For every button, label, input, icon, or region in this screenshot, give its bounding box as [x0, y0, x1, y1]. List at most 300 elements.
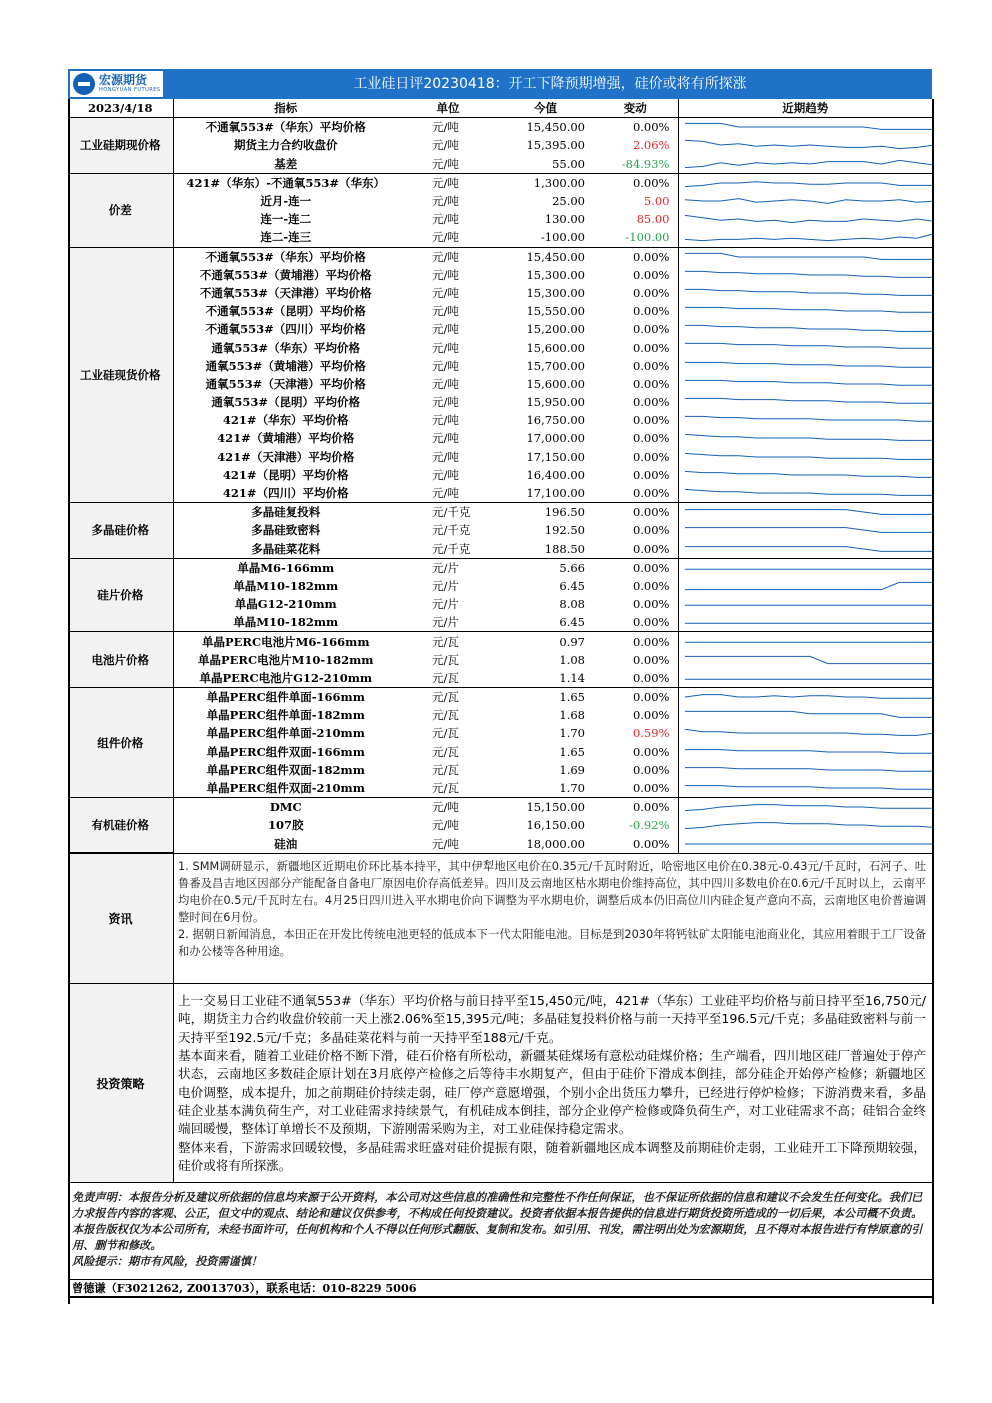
sparkline-line — [685, 216, 933, 223]
trend-sparkline — [678, 558, 932, 577]
table-row — [68, 228, 932, 247]
sparkline-chart — [685, 691, 933, 703]
change-cell: 2.06% — [632, 138, 670, 153]
table-row — [68, 816, 932, 834]
trend-sparkline — [678, 798, 932, 817]
category-label: 价差 — [68, 173, 173, 247]
change-cell: 5.00 — [643, 194, 670, 209]
value-cell: 1.08 — [559, 652, 585, 667]
value-cell: 196.50 — [498, 503, 593, 522]
analyst-contact: 曾德谦（F3021262, Z0013703），联系电话：010-8229 5006 — [68, 1279, 932, 1298]
indicator-name: 不通氧553#（四川）平均价格 — [205, 322, 366, 337]
trend-sparkline — [678, 743, 932, 761]
sparkline-line — [685, 730, 933, 736]
value-cell: 15,300.00 — [526, 267, 585, 282]
value-cell: 192.50 — [544, 523, 585, 538]
sparkline-chart — [685, 158, 933, 170]
trend-sparkline — [678, 192, 932, 210]
trend-sparkline — [678, 613, 932, 632]
sparkline-chart — [685, 269, 933, 281]
indicator-name: 不通氧553#（华东）平均价格 — [173, 118, 398, 137]
table-row — [68, 577, 932, 595]
trend-sparkline — [678, 651, 932, 669]
sparkline-line — [685, 271, 933, 277]
table-row — [68, 284, 932, 302]
sparkline-line — [685, 712, 933, 718]
value-cell: 16,150.00 — [526, 818, 585, 833]
indicator-name: 基差 — [274, 156, 298, 171]
indicator-name: 421#（华东）-不通氧553#（华东） — [173, 173, 398, 192]
change-cell: 0.00% — [632, 523, 670, 538]
value-cell: 55.00 — [552, 156, 585, 171]
indicator-name: 421#（四川）平均价格 — [222, 486, 349, 501]
sparkline-chart — [685, 287, 933, 299]
unit-cell: 元/片 — [432, 578, 459, 593]
sparkline-chart — [685, 654, 933, 666]
sparkline-chart — [685, 782, 933, 794]
value-cell: 17,000.00 — [526, 431, 585, 446]
table-row — [68, 540, 932, 559]
unit-cell: 元/吨 — [432, 431, 459, 446]
sparkline-line — [685, 124, 933, 130]
trend-sparkline — [678, 357, 932, 375]
sparkline-line — [685, 749, 933, 753]
value-cell: 188.50 — [544, 541, 585, 556]
table-row — [68, 688, 932, 707]
report-sheet — [68, 69, 932, 1298]
unit-cell: 元/吨 — [432, 230, 459, 245]
table-row — [68, 558, 932, 577]
trend-sparkline — [678, 375, 932, 393]
table-row — [68, 503, 932, 522]
table-row — [68, 357, 932, 375]
sparkline-line — [685, 289, 933, 295]
table-row — [68, 521, 932, 539]
change-cell: -0.92% — [629, 818, 670, 833]
indicator-name: 单晶PERC组件双面-182mm — [206, 762, 365, 777]
table-row — [68, 411, 932, 429]
indicator-name: 单晶PERC电池片M10-182mm — [198, 652, 374, 667]
table-row — [68, 779, 932, 798]
news-body — [174, 854, 932, 983]
indicator-name: 不通氧553#（黄埔港）平均价格 — [199, 267, 372, 282]
sparkline-line — [685, 417, 933, 422]
sparkline-chart — [685, 323, 933, 335]
change-cell: 0.00% — [593, 503, 678, 522]
trend-sparkline — [678, 173, 932, 192]
sparkline-chart — [685, 251, 933, 263]
sparkline-line — [685, 234, 933, 241]
unit-cell: 元/吨 — [432, 376, 459, 391]
sparkline-chart — [685, 727, 933, 739]
change-cell: 0.00% — [632, 431, 670, 446]
change-cell: 0.00% — [593, 688, 678, 707]
sparkline-chart — [685, 709, 933, 721]
indicator-name: DMC — [173, 798, 398, 817]
value-cell: 15,600.00 — [526, 376, 585, 391]
indicator-name: 单晶PERC电池片G12-210mm — [199, 670, 373, 685]
table-row — [68, 393, 932, 411]
change-cell: 0.00% — [632, 358, 670, 373]
value-cell: 17,100.00 — [526, 486, 585, 501]
unit-cell: 元/吨 — [432, 836, 459, 851]
unit-cell: 元/吨 — [398, 247, 498, 266]
indicator-name: 单晶PERC组件单面-210mm — [206, 726, 365, 741]
sparkline-line — [685, 528, 933, 533]
value-cell: 15,550.00 — [526, 304, 585, 319]
trend-sparkline — [678, 761, 932, 779]
trend-sparkline — [678, 466, 932, 484]
unit-cell: 元/瓦 — [432, 744, 459, 759]
trend-sparkline — [678, 393, 932, 411]
indicator-name: 通氧553#（天津港）平均价格 — [205, 376, 366, 391]
unit-cell: 元/瓦 — [432, 652, 459, 667]
sparkline-line — [685, 453, 933, 459]
change-cell: 0.00% — [593, 173, 678, 192]
indicator-name: 单晶PERC组件双面-166mm — [206, 744, 365, 759]
header-date: 2023/4/18 — [68, 99, 173, 118]
change-cell: 0.00% — [632, 486, 670, 501]
indicator-name: 不通氧553#（昆明）平均价格 — [205, 304, 366, 319]
unit-cell: 元/瓦 — [398, 688, 498, 707]
unit-cell: 元/片 — [398, 558, 498, 577]
sparkline-chart — [685, 801, 933, 813]
table-row — [68, 320, 932, 338]
unit-cell: 元/瓦 — [432, 708, 459, 723]
value-cell: 6.45 — [559, 615, 585, 630]
trend-sparkline — [678, 118, 932, 137]
category-label: 硅片价格 — [68, 558, 173, 632]
sparkline-chart — [685, 616, 933, 628]
sparkline-line — [685, 489, 933, 495]
trend-sparkline — [678, 688, 932, 707]
trend-sparkline — [678, 136, 932, 154]
table-row — [68, 743, 932, 761]
trend-sparkline — [678, 503, 932, 522]
unit-cell: 元/吨 — [432, 467, 459, 482]
change-cell: 0.00% — [593, 632, 678, 651]
indicator-name: 多晶硅复投料 — [173, 503, 398, 522]
sparkline-line — [685, 823, 933, 829]
unit-cell: 元/吨 — [432, 304, 459, 319]
sparkline-chart — [685, 838, 933, 850]
indicator-name: 不通氧553#（华东）平均价格 — [173, 247, 398, 266]
value-cell: 8.08 — [559, 597, 585, 612]
change-cell: 0.00% — [632, 267, 670, 282]
value-cell: 18,000.00 — [526, 836, 585, 851]
unit-cell: 元/吨 — [432, 285, 459, 300]
sparkline-chart — [685, 432, 933, 444]
table-row — [68, 173, 932, 192]
sparkline-line — [685, 380, 933, 385]
change-cell: 0.00% — [632, 597, 670, 612]
trend-sparkline — [678, 228, 932, 247]
indicator-name: 421#（昆明）平均价格 — [222, 467, 349, 482]
indicator-name: 多晶硅致密料 — [251, 523, 321, 538]
unit-cell: 元/片 — [432, 597, 459, 612]
unit-cell: 元/吨 — [432, 194, 459, 209]
change-cell: 0.00% — [632, 836, 670, 851]
title-bar — [68, 69, 932, 99]
news-label: 资讯 — [68, 854, 174, 983]
sparkline-line — [685, 471, 933, 477]
logo-name-en: HONGYUAN FUTURES — [99, 87, 161, 93]
strategy-body — [174, 984, 932, 1182]
indicator-name: 连一-连二 — [260, 212, 312, 227]
indicator-name: 通氧553#（华东）平均价格 — [211, 340, 361, 355]
indicator-name: 单晶PERC组件单面-166mm — [173, 688, 398, 707]
trend-sparkline — [678, 429, 932, 447]
change-cell: 0.00% — [632, 322, 670, 337]
sparkline-line — [685, 805, 933, 811]
category-label: 工业硅期现价格 — [68, 118, 173, 174]
change-cell: 0.00% — [632, 467, 670, 482]
table-row — [68, 484, 932, 503]
table-row — [68, 210, 932, 228]
trend-sparkline — [678, 632, 932, 651]
strategy-label: 投资策略 — [68, 984, 174, 1182]
table-row — [68, 761, 932, 779]
table-row — [68, 247, 932, 266]
change-cell: 0.00% — [632, 449, 670, 464]
table-row — [68, 595, 932, 613]
sparkline-chart — [685, 764, 933, 776]
value-cell: 1.65 — [498, 688, 593, 707]
change-cell: 0.00% — [632, 541, 670, 556]
sparkline-chart — [685, 396, 933, 408]
header-change: 变动 — [593, 99, 678, 118]
sparkline-chart — [685, 139, 933, 151]
table-row — [68, 724, 932, 742]
unit-cell: 元/瓦 — [432, 670, 459, 685]
category-label: 多晶硅价格 — [68, 503, 173, 559]
sparkline-chart — [685, 562, 933, 574]
indicator-name: 通氧553#（昆明）平均价格 — [211, 395, 361, 410]
trend-sparkline — [678, 284, 932, 302]
trend-sparkline — [678, 595, 932, 613]
unit-cell: 元/吨 — [432, 818, 459, 833]
sparkline-chart — [685, 341, 933, 353]
value-cell: -100.00 — [540, 230, 585, 245]
unit-cell: 元/千克 — [432, 523, 471, 538]
unit-cell: 元/吨 — [398, 798, 498, 817]
table-row — [68, 669, 932, 688]
unit-cell: 元/吨 — [432, 267, 459, 282]
table-row — [68, 118, 932, 137]
sparkline-line — [685, 398, 933, 403]
indicator-name: 硅油 — [274, 836, 298, 851]
change-cell: 0.00% — [632, 781, 670, 796]
change-cell: 0.00% — [632, 670, 670, 685]
unit-cell: 元/瓦 — [432, 726, 459, 741]
news-item-2: 2. 据朝日新闻消息，本田正在开发比传统电池更轻的低成本下一代太阳能电池。目标是到2030年将钙钛矿太阳能电池商业化，其应用着眼于工厂设备和办公楼等各种用途。 — [178, 928, 926, 959]
trend-sparkline — [678, 210, 932, 228]
change-cell: 0.00% — [632, 578, 670, 593]
sparkline-chart — [685, 231, 933, 243]
trend-sparkline — [678, 521, 932, 539]
trend-sparkline — [678, 540, 932, 559]
trend-sparkline — [678, 302, 932, 320]
sparkline-chart — [685, 360, 933, 372]
change-cell: 0.00% — [632, 395, 670, 410]
change-cell: 0.00% — [593, 558, 678, 577]
value-cell: 15,450.00 — [498, 247, 593, 266]
value-cell: 15,200.00 — [526, 322, 585, 337]
value-cell: 15,395.00 — [526, 138, 585, 153]
unit-cell: 元/吨 — [432, 156, 459, 171]
change-cell: -84.93% — [621, 156, 670, 171]
sparkline-line — [685, 326, 933, 332]
sparkline-line — [685, 141, 933, 149]
change-cell: 0.00% — [593, 247, 678, 266]
indicator-name: 单晶PERC组件单面-182mm — [206, 708, 365, 723]
change-cell: 0.00% — [593, 118, 678, 137]
company-logo — [70, 71, 163, 97]
sparkline-chart — [685, 598, 933, 610]
change-cell: 0.00% — [632, 708, 670, 723]
sparkline-chart — [685, 819, 933, 831]
unit-cell: 元/吨 — [432, 395, 459, 410]
sparkline-line — [685, 546, 933, 551]
unit-cell: 元/千克 — [398, 503, 498, 522]
unit-cell: 元/吨 — [432, 212, 459, 227]
value-cell: 5.66 — [498, 558, 593, 577]
disclaimer — [68, 1182, 932, 1279]
value-cell: 1.70 — [559, 781, 585, 796]
trend-sparkline — [678, 320, 932, 338]
trend-sparkline — [678, 155, 932, 174]
sparkline-line — [685, 253, 933, 259]
category-label: 电池片价格 — [68, 632, 173, 688]
value-cell: 15,150.00 — [498, 798, 593, 817]
trend-sparkline — [678, 706, 932, 724]
header-trend: 近期趋势 — [678, 99, 932, 118]
table-row — [68, 798, 932, 817]
sparkline-chart — [685, 487, 933, 499]
value-cell: 15,700.00 — [526, 358, 585, 373]
indicator-name: 421#（华东）平均价格 — [222, 413, 349, 428]
sparkline-line — [685, 182, 933, 187]
indicator-name: 通氧553#（黄埔港）平均价格 — [205, 358, 366, 373]
trend-sparkline — [678, 338, 932, 356]
unit-cell: 元/吨 — [432, 413, 459, 428]
trend-sparkline — [678, 779, 932, 798]
sparkline-line — [685, 767, 933, 771]
table-row — [68, 632, 932, 651]
unit-cell: 元/瓦 — [398, 632, 498, 651]
value-cell: 1.70 — [559, 726, 585, 741]
table-row — [68, 466, 932, 484]
change-cell: 0.00% — [632, 652, 670, 667]
news-item-1: 1. SMM调研显示，新疆地区近期电价环比基本持平，其中伊犁地区电价在0.35元/千瓦时附近，哈密地区电价在0.38元-0.43元/千瓦时，石河子、吐鲁番及昌吉地区因部分产能配备自备电厂原因电价存高低差异。四川及云南地区枯水期电价维持高位，其中四川多数电价在0.6元/千瓦时以上，云南平均电价在0.5元/千瓦时左右。4月25日四川进入平水期电价向下调整为平水期电价，调整后成本仍旧高位川内硅企复产意向不高，云南地区电价普遍调整时间在6月份。 — [178, 860, 926, 925]
value-cell: 15,950.00 — [526, 395, 585, 410]
unit-cell: 元/吨 — [432, 449, 459, 464]
trend-sparkline — [678, 484, 932, 503]
value-cell: 130.00 — [544, 212, 585, 227]
sparkline-line — [685, 656, 933, 663]
table-row — [68, 266, 932, 284]
unit-cell: 元/瓦 — [432, 762, 459, 777]
header-indicator: 指标 — [173, 99, 398, 118]
table-row — [68, 192, 932, 210]
disclaimer-text: 免责声明：本报告分析及建议所依据的信息均来源于公开资料，本公司对这些信息的准确性和完整性不作任何保证，也不保证所依据的信息和建议不会发生任何变化。我们已力求报告内容的客观、公正，但文中的观点、结论和建议仅供参考，不构成任何投资建议。投资者依据本报告提供的信息进行期货投资所造成的一切后果，本公司概不负责。本报告版权仅为本公司所有，未经书面许可，任何机构和个人不得以任何形式翻版、复制和发布。如引用、刊发，需注明出处为宏源期货，且不得对本报告进行有悖原意的引用、删节和修改。 — [72, 1190, 923, 1253]
change-cell: 0.00% — [632, 413, 670, 428]
sparkline-chart — [685, 305, 933, 317]
unit-cell: 元/吨 — [432, 340, 459, 355]
strategy-paragraph-2: 基本面来看，随着工业硅价格不断下滑，硅石价格有所松动，新疆某硅煤场有意松动硅煤价格；生产端看，四川地区硅厂普遍处于停产状态，云南地区多数硅企原计划在3月底停产检修之后等待丰水期复产，但由于硅价下滑成本倒挂，部分硅企开始停产检修；新疆地区电价调整，成本提升，加之前期硅价持续走弱，硅厂停产意愿增强，个别小企出货压力攀升，已经进行停炉检修；下游消费来看，多晶硅企业基本满负荷生产，对工业硅需求持续景气，有机硅成本倒挂，部分企业停产检修或降负荷生产，对工业硅需求不高；硅铝合金终端回暖慢，整体订单增长不及预期，下游刚需采购为主，对工业硅保持稳定需求。 — [178, 1048, 926, 1137]
indicator-name: 期货主力合约收盘价 — [234, 138, 338, 153]
value-cell: 25.00 — [552, 194, 585, 209]
change-cell: 0.00% — [632, 615, 670, 630]
unit-cell: 元/吨 — [432, 486, 459, 501]
table-row — [68, 155, 932, 174]
sparkline-line — [685, 695, 933, 699]
sparkline-line — [685, 510, 933, 515]
sparkline-line — [685, 786, 933, 790]
trend-sparkline — [678, 669, 932, 688]
value-cell: 1.68 — [559, 708, 585, 723]
sparkline-chart — [685, 635, 933, 647]
sparkline-chart — [685, 506, 933, 518]
unit-cell: 元/吨 — [432, 322, 459, 337]
sparkline-line — [685, 344, 933, 349]
strategy-section — [68, 983, 932, 1182]
change-cell: 0.00% — [632, 304, 670, 319]
value-cell: 6.45 — [559, 578, 585, 593]
change-cell: 0.00% — [593, 798, 678, 817]
unit-cell: 元/吨 — [398, 118, 498, 137]
sparkline-line — [685, 435, 933, 441]
indicator-name: 107胶 — [267, 818, 304, 833]
logo-icon — [73, 73, 95, 95]
sparkline-line — [685, 582, 933, 589]
indicator-name: 单晶M6-166mm — [173, 558, 398, 577]
sparkline-line — [685, 362, 933, 367]
sparkline-chart — [685, 672, 933, 684]
table-header-row — [68, 99, 932, 118]
indicator-name: 单晶M10-182mm — [233, 615, 339, 630]
change-cell: 0.00% — [632, 285, 670, 300]
value-cell: 15,600.00 — [526, 340, 585, 355]
indicator-name: 多晶硅菜花料 — [251, 541, 321, 556]
value-cell: 1.69 — [559, 762, 585, 777]
logo-name-cn: 宏源期货 — [99, 73, 148, 87]
category-label: 有机硅价格 — [68, 798, 173, 853]
price-table — [68, 99, 932, 853]
indicator-name: 421#（天津港）平均价格 — [217, 449, 355, 464]
unit-cell: 元/片 — [432, 615, 459, 630]
change-cell: 0.00% — [632, 376, 670, 391]
unit-cell: 元/瓦 — [432, 781, 459, 796]
trend-sparkline — [678, 411, 932, 429]
indicator-name: 不通氧553#（天津港）平均价格 — [199, 285, 372, 300]
table-row — [68, 136, 932, 154]
change-cell: 0.59% — [632, 726, 670, 741]
table-row — [68, 302, 932, 320]
table-row — [68, 338, 932, 356]
table-row — [68, 448, 932, 466]
table-row — [68, 429, 932, 447]
unit-cell: 元/吨 — [398, 173, 498, 192]
trend-sparkline — [678, 816, 932, 834]
indicator-name: 单晶M10-182mm — [233, 578, 339, 593]
value-cell: 0.97 — [498, 632, 593, 651]
sparkline-chart — [685, 543, 933, 555]
change-cell: 0.00% — [632, 744, 670, 759]
table-row — [68, 651, 932, 669]
sparkline-chart — [685, 195, 933, 207]
sparkline-chart — [685, 746, 933, 758]
